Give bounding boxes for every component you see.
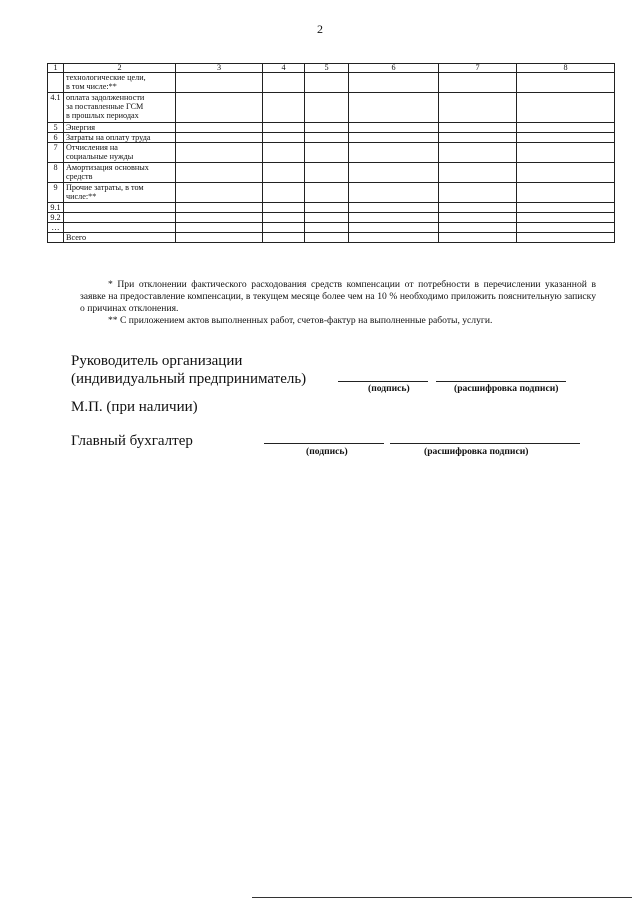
table-cell [176,163,263,183]
table-header-row [48,64,615,73]
table-cell [305,223,349,233]
row-number: 9 [48,183,64,203]
table-cell [439,133,517,143]
row-number: 9.1 [48,203,64,213]
row-label: оплата задолженности за поставленные ГСМ в прошлых периодах [64,93,176,123]
table-row [48,163,615,183]
table-cell [349,213,439,223]
table-cell [176,183,263,203]
table-cell [176,123,263,133]
row-label: Затраты на оплату труда [64,133,176,143]
table-row [48,133,615,143]
table-cell [176,233,263,243]
table-cell [263,233,305,243]
table-cell [305,163,349,183]
table-cell [517,163,615,183]
row-number: 9.2 [48,213,64,223]
row-label: Всего [64,233,176,243]
compensation-table [47,63,615,243]
row-label [64,223,176,233]
table-cell [305,93,349,123]
table-cell [517,143,615,163]
table-cell [349,223,439,233]
table-cell [176,223,263,233]
head-signature-line[interactable] [338,381,428,382]
head-sign-caption: (подпись) [368,383,410,394]
column-header: 1 [48,64,64,73]
row-label: технологические цели, в том числе:** [64,73,176,93]
table-cell [439,123,517,133]
row-label: Амортизация основных средств [64,163,176,183]
table-cell [439,143,517,163]
table-cell [305,123,349,133]
table-cell [349,163,439,183]
page-number: 2 [317,22,323,36]
row-number: … [48,223,64,233]
table-cell [439,163,517,183]
table-cell [305,73,349,93]
bottom-rule [252,897,632,898]
table-cell [439,223,517,233]
column-header: 8 [517,64,615,73]
table-cell [176,213,263,223]
table-cell [517,233,615,243]
table-cell [349,143,439,163]
table-cell [349,93,439,123]
table-cell [439,203,517,213]
accountant-decode-caption: (расшифровка подписи) [424,446,529,457]
table-cell [176,143,263,163]
table-cell [263,133,305,143]
table-cell [517,183,615,203]
table-cell [517,203,615,213]
column-header: 3 [176,64,263,73]
table-cell [517,133,615,143]
table-cell [305,183,349,203]
accountant-signature-line[interactable] [264,443,384,444]
table-row [48,183,615,203]
head-title-line1: Руководитель организации [71,353,243,369]
table-cell [263,183,305,203]
footnotes [80,279,596,327]
row-label: Отчисления на социальные нужды [64,143,176,163]
row-number: 8 [48,163,64,183]
head-decode-caption: (расшифровка подписи) [454,383,559,394]
table-cell [517,223,615,233]
table-cell [439,233,517,243]
table-cell [349,203,439,213]
table-row [48,213,615,223]
table-cell [349,73,439,93]
table-cell [349,233,439,243]
row-label: Прочие затраты, в том числе:** [64,183,176,203]
table-cell [176,203,263,213]
table-row [48,203,615,213]
table-cell [305,203,349,213]
column-header: 4 [263,64,305,73]
table-cell [439,213,517,223]
head-title-line2: (индивидуальный предприниматель) [71,371,307,387]
table-cell [305,233,349,243]
table-cell [349,123,439,133]
column-header: 5 [305,64,349,73]
row-number [48,233,64,243]
table-cell [263,223,305,233]
footnote-1: * При отклонении фактического расходования средств компенсации от потребности в перечислении указанной в заявке на предоставление компенсации, в текущем месяце более чем на 10 % необходимо приложить пояснительную записку о причинах отклонения. [80,279,596,314]
table-row [48,143,615,163]
column-header: 7 [439,64,517,73]
table-cell [176,73,263,93]
table-cell [517,213,615,223]
table-cell [305,213,349,223]
table-row [48,73,615,93]
table-cell [176,93,263,123]
table-cell [349,133,439,143]
row-label: Энергия [64,123,176,133]
head-decode-line[interactable] [436,381,566,382]
stamp-label: М.П. (при наличии) [71,399,198,415]
table-row [48,123,615,133]
column-header: 2 [64,64,176,73]
table-cell [439,73,517,93]
table-cell [305,133,349,143]
table-row [48,93,615,123]
row-number: 7 [48,143,64,163]
table-cell [263,123,305,133]
table-cell [263,213,305,223]
accountant-title: Главный бухгалтер [71,433,193,449]
accountant-sign-caption: (подпись) [306,446,348,457]
accountant-decode-line[interactable] [390,443,580,444]
row-number: 6 [48,133,64,143]
footnote-2: ** С приложением актов выполненных работ, счетов-фактур на выполненные работы, услуги. [108,315,493,326]
table-cell [517,93,615,123]
row-number [48,73,64,93]
table-cell [263,93,305,123]
table-cell [305,143,349,163]
table-row [48,223,615,233]
table-cell [263,73,305,93]
column-header: 6 [349,64,439,73]
row-label [64,203,176,213]
row-number: 4.1 [48,93,64,123]
row-label [64,213,176,223]
row-number: 5 [48,123,64,133]
table-cell [439,93,517,123]
table-cell [176,133,263,143]
table-cell [517,123,615,133]
table-cell [517,73,615,93]
table-cell [263,203,305,213]
table-row [48,233,615,243]
table-cell [263,143,305,163]
table-cell [349,183,439,203]
table-cell [439,183,517,203]
table-cell [263,163,305,183]
